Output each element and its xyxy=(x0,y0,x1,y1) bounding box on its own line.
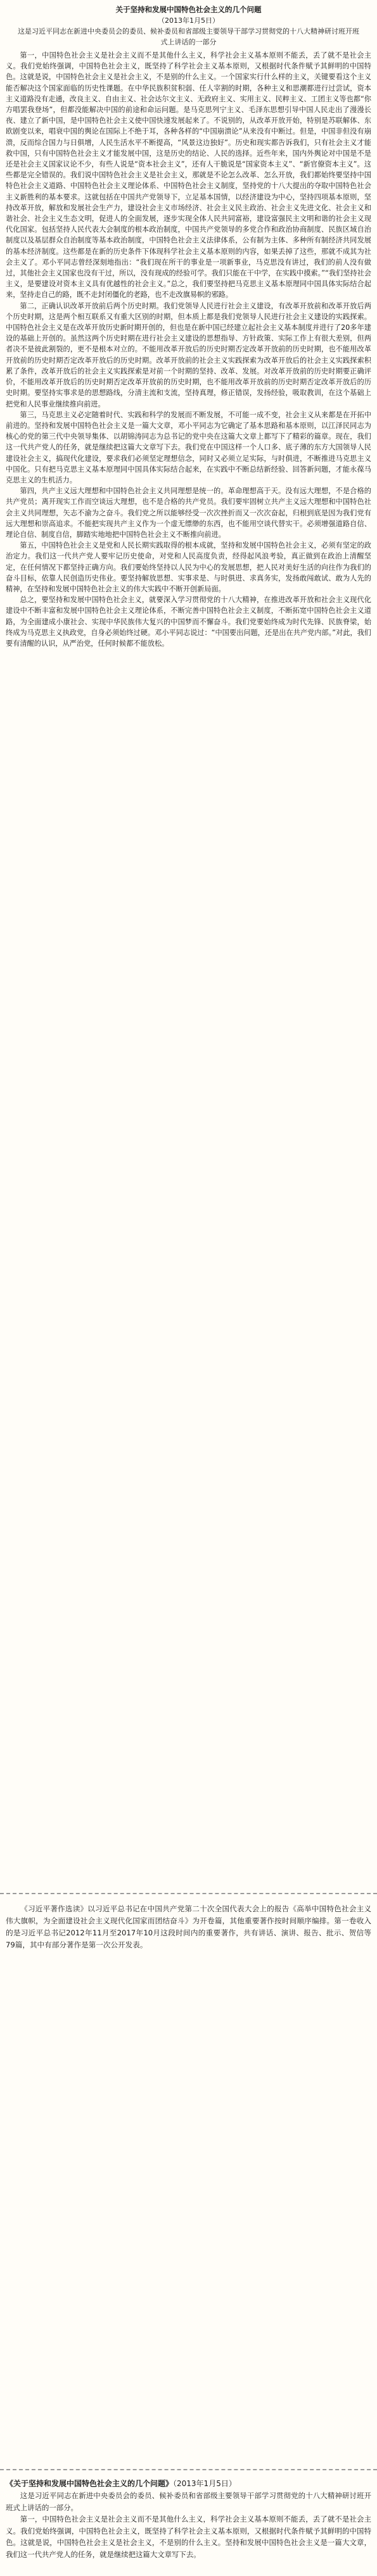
document-date: （2013年1月5日） xyxy=(158,16,219,25)
intro-paragraph: 《习近平著作选读》以习近平总书记在中国共产党第二十次全国代表大会上的报告《高举中国特色社会主义伟大旗帜，为全面建设社会主义现代化国家而团结奋斗》为开卷篇，其他重要著作按时间顺序编排。第一卷收入的是习近平总书记2012年11月至2017年10月这段时间内的重要著作，共有讲话、演讲、报告、批示、贺信等79篇，其中有部分著作是第一次公开发表。 xyxy=(6,1904,371,1949)
main-article xyxy=(6,0,371,1879)
article-paragraph: 第四，共产主义远大理想和中国特色社会主义共同理想是统一的。革命理想高于天。没有远大理想，不是合格的共产党员；离开现实工作而空谈远大理想，也不是合格的共产党员。我们要牢固树立共产主义远大理想和中国特色社会主义共同理想，矢志不渝为之奋斗。我们党之所以能够经受一次次挫折而又一次次奋起，归根到底是因为我们党有远大理想和崇高追求。不能把实现共产主义作为一个虚无缥缈的东西，也不能用空谈代替实干。必须增强道路自信、理论自信、制度自信，脚踏实地地把中国特色社会主义不断推向前进。 xyxy=(6,487,371,539)
section-divider xyxy=(0,2469,377,2470)
article-body xyxy=(6,50,371,649)
article-paragraph: 第五，中国特色社会主义是党和人民长期实践取得的根本成就，坚持和发展中国特色社会主义，必须有坚定的政治定力。我们这一代共产党人要牢记历史使命，对党和人民高度负责，经得起风浪考验，真正做到在政治上清醒坚定，在任何情况下都坚持正确方向。我们要始终坚持以人民为中心的发展思想，把人民对美好生活的向往作为我们的奋斗目标，依靠人民创造历史伟业。要坚持解放思想、实事求是、与时俱进、求真务实，发扬敢闯敢试、敢为人先的精神，在坚持和发展中国特色社会主义的伟大实践中不断开创新局面。 xyxy=(6,541,371,593)
excerpt-paragraph: 第一，中国特色社会主义是社会主义而不是其他什么主义，科学社会主义基本原则不能丢，丢了就不是社会主义。我们党始终强调，中国特色社会主义，既坚持了科学社会主义基本原则，又根据时代条件赋予其鲜明的中国特色。这就是说，中国特色社会主义是社会主义，不是别的什么主义。坚持和发展中国特色社会主义是一篇大文章，我们这一代共产党人的任务，就是继续把这篇大文章写下去。 xyxy=(6,2515,371,2559)
article-paragraph: 第二，正确认识改革开放前后两个历史时期。我们党领导人民进行社会主义建设，有改革开放前和改革开放后两个历史时期，这是两个相互联系又有重大区别的时期，但本质上都是我们党领导人民进行社会主义建设的实践探索。中国特色社会主义是在改革开放历史新时期开创的，但也是在新中国已经建立起社会主义基本制度并进行了20多年建设的基础上开创的。虽然这两个历史时期在进行社会主义建设的思想指导、方针政策、实际工作上有很大差别，但两者决不是彼此割裂的，更不是根本对立的。不能用改革开放后的历史时期否定改革开放前的历史时期，也不能用改革开放前的历史时期否定改革开放后的历史时期。改革开放前的社会主义实践探索为改革开放后的社会主义实践探索积累了条件，改革开放后的社会主义实践探索是对前一个时期的坚持、改革、发展。对改革开放前的历史时期要正确评价，不能用改革开放后的历史时期否定改革开放前的历史时期，也不能用改革开放前的历史时期否定改革开放后的历史时期。要坚持实事求是的思想路线，分清主流和支流，坚持真理，修正错误，发扬经验，吸取教训，在这个基础上把党和人民事业继续推向前进。 xyxy=(6,301,371,408)
excerpt-body xyxy=(6,2490,371,2567)
excerpt-paragraph: 这是习近平同志在新进中央委员会的委员、候补委员和省部级主要领导干部学习贯彻党的十八大精神研讨班开班式上讲话的一部分。 xyxy=(6,2491,371,2512)
excerpt-date: （2013年1月5日） xyxy=(173,2479,236,2488)
article-paragraph: 第一，中国特色社会主义是社会主义而不是其他什么主义，科学社会主义基本原则不能丢，丢了就不是社会主义。我们党始终强调，中国特色社会主义，既坚持了科学社会主义基本原则，又根据时代条件赋予其鲜明的中国特色。这就是说，中国特色社会主义是社会主义，不是别的什么主义。一个国家实行什么样的主义，关键要看这个主义能否解决这个国家面临的历史性课题。在中华民族积贫积弱、任人宰割的时期，各种主义和思潮都进行过尝试，资本主义道路没有走通，改良主义、自由主义、社会达尔文主义、无政府主义、实用主义、民粹主义、工团主义等也都“你方唱罢我登场”，但都没能解决中国的前途和命运问题。是马克思列宁主义、毛泽东思想引导中国人民走出了漫漫长夜、建立了新中国，是中国特色社会主义使中国快速发展起来了。不说别的，从改革开放开始，特别是苏联解体、东欧剧变以来，唱衰中国的舆论在国际上不绝于耳，各种各样的“中国崩溃论”从来没有中断过。但是，中国非但没有崩溃，反而综合国力与日俱增，人民生活水平不断提高，“风景这边独好”。历史和现实都告诉我们，只有社会主义才能救中国，只有中国特色社会主义才能发展中国，这是历史的结论、人民的选择。近些年来，国内外舆论对中国是不是还是社会主义国家议论不少，有些人说是“资本社会主义”，还有人干脆说是“国家资本主义”、“新官僚资本主义”。这些都是完全错误的。我们说中国特色社会主义是社会主义，那就是不论怎么改革、怎么开放，我们都始终要坚持中国特色社会主义道路、中国特色社会主义理论体系、中国特色社会主义制度，坚持党的十八大提出的夺取中国特色社会主义新胜利的基本要求。这就包括在中国共产党领导下，立足基本国情，以经济建设为中心，坚持四项基本原则，坚持改革开放，解放和发展社会生产力，建设社会主义市场经济、社会主义民主政治、社会主义先进文化、社会主义和谐社会、社会主义生态文明，促进人的全面发展，逐步实现全体人民共同富裕，建设富强民主文明和谐的社会主义现代化国家。包括坚持人民代表大会制度的根本政治制度，中国共产党领导的多党合作和政治协商制度、民族区域自治制度以及基层群众自治制度等基本政治制度，中国特色社会主义法律体系，公有制为主体、多种所有制经济共同发展的基本经济制度。这些都是在新的历史条件下体现科学社会主义基本原则的内容，如果丢掉了这些，那就不成其为社会主义了。邓小平同志曾经深刻地指出：“我们现在所干的事业是一项新事业，马克思没有讲过，我们的前人没有做过，其他社会主义国家也没有干过，所以，没有现成的经验可学。我们只能在干中学，在实践中摸索。”“我们坚持社会主义，是要建设对资本主义具有优越性的社会主义。”总之，我们要坚持把马克思主义基本原理同中国具体实际结合起来，坚持走自己的路，既不走封闭僵化的老路，也不走改旗易帜的邪路。 xyxy=(6,51,371,299)
section-divider xyxy=(0,1893,377,1894)
book-intro xyxy=(6,1903,371,1954)
document-subtitle: 这是习近平同志在新进中央委员会的委员、候补委员和省部级主要领导干部学习贯彻党的十八大精神研讨班开班式上讲话的一部分 xyxy=(18,27,359,46)
document-title: 关于坚持和发展中国特色社会主义的几个问题 xyxy=(115,5,262,14)
excerpt-title: 《关于坚持和发展中国特色社会主义的几个问题》 xyxy=(6,2479,174,2488)
article-paragraph: 第三，马克思主义必定随着时代、实践和科学的发展而不断发展，不可能一成不变，社会主义从来都是在开拓中前进的。坚持和发展中国特色社会主义是一篇大文章，邓小平同志为它确定了基本思路和基本原则，以江泽民同志为核心的党的第三代中央领导集体、以胡锦涛同志为总书记的党中央在这篇大文章上都写下了精彩的篇章。现在，我们这一代共产党人的任务，就是继续把这篇大文章写下去。我们党在中国这样一个人口多、底子薄的东方大国领导人民建设社会主义，搞现代化建设，要求我们必须坚定理想信念，同时又必须立足实际，与时俱进，不断推进马克思主义中国化。只有把马克思主义基本原理同中国具体实际结合起来，在实践中不断总结新经验、回答新问题，才能永葆马克思主义的生机活力。 xyxy=(6,410,371,484)
excerpt-heading xyxy=(6,2478,371,2490)
article-paragraph: 总之，要坚持和发展中国特色社会主义，就要深入学习贯彻党的十八大精神，在推进改革开放和社会主义现代化建设中不断丰富和发展中国特色社会主义理论体系，不断完善中国特色社会主义制度，不断拓宽中国特色社会主义道路，为全面建成小康社会、实现中华民族伟大复兴的中国梦而不懈奋斗。我们党要始终成为时代先锋、民族脊梁，始终成为马克思主义执政党，自身必须始终过硬。邓小平同志说过：“中国要出问题，还是出在共产党内部。”对此，我们要有清醒的认识，从严治党，任何时候都不能放松。 xyxy=(6,596,371,648)
